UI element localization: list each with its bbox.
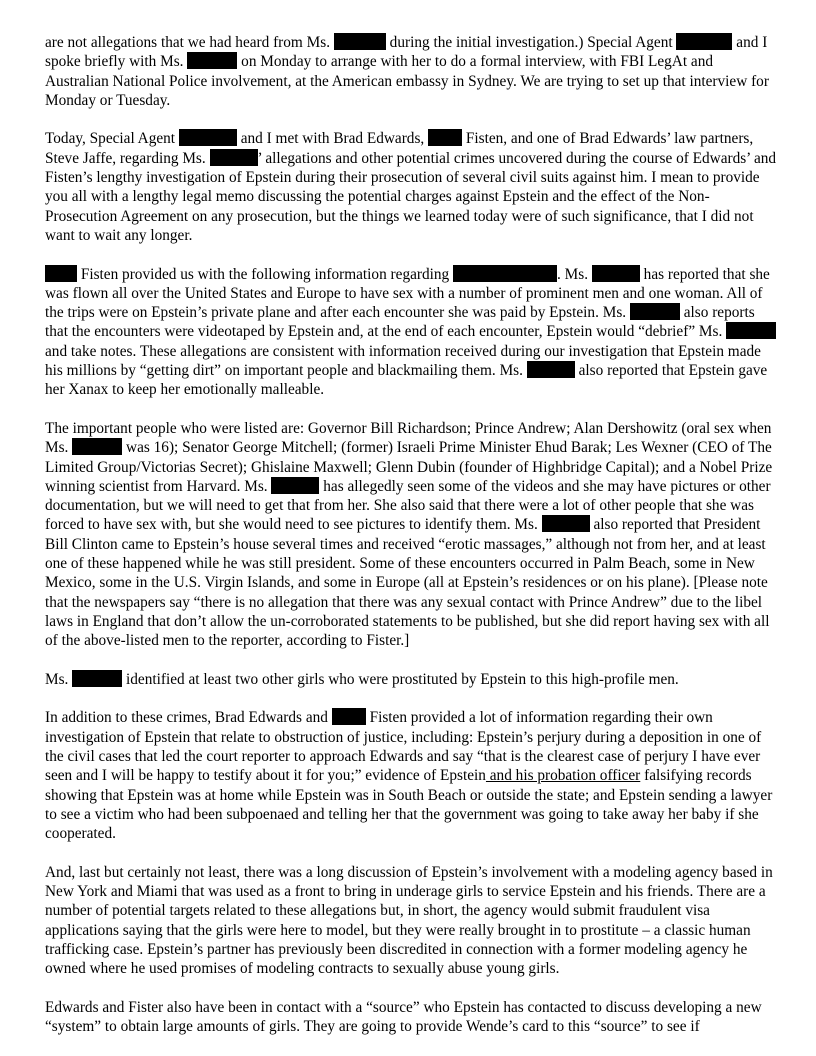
text-segment: and his probation officer [485, 767, 641, 785]
text-segment: also reported that Epstein gave her Xanax to keep her emotionally malleable. [45, 362, 768, 399]
paragraph [45, 863, 777, 979]
text-segment: identified at least two other girls who were prostituted by Epstein to this high-profile men. [122, 670, 679, 688]
redaction-bar [271, 477, 319, 494]
text-segment: was 16); Senator George Mitchell; (former) Israeli Prime Minister Ehud Barak; Les Wexner (CEO of The Limited Group/Victorias Secret); Ghislaine Maxwell; Glenn Dubin (founder of Highbridge Capital); and a Nobel Prize winning scientist from Harvard. Ms. [45, 439, 773, 495]
redaction-bar [210, 149, 258, 166]
text-segment: Fisten provided us with the following information regarding [77, 265, 453, 283]
redaction-bar [332, 708, 366, 725]
text-segment: . Ms. [557, 265, 592, 283]
redaction-bar [334, 33, 386, 50]
text-segment: falsifying records showing that Epstein was at home while Epstein was in South Beach or outside the state; and Epstein sending a lawyer to see a victim who had been subpoenaed and telling her that the government was going to take away her baby if she cooperated. [45, 767, 773, 843]
text-segment: on Monday to arrange with her to do a formal interview, with FBI LegAt and Australian National Police involvement, at the American embassy in Sydney. We are trying to set up that interview for Monday or Tuesday. [45, 53, 769, 109]
text-segment: and I spoke briefly with Ms. [45, 34, 768, 71]
redaction-bar [72, 670, 122, 687]
paragraph [45, 129, 777, 245]
paragraph [45, 670, 777, 689]
text-segment: Edwards and Fister also have been in contact with a “source” who Epstein has contacted to discuss developing a new “system” to obtain large amounts of girls. They are going to provide Wende’s card to this “source” to see if [45, 998, 762, 1036]
redaction-bar [179, 129, 237, 146]
text-segment: Fisten provided a lot of information regarding their own investigation of Epstein that relate to obstruction of justice, including: Epstein’s perjury during a deposition in one of the civil cases that led the court reporter to approach Edwards and say “that is the clearest case of perjury I have ever seen and I will be happy to testify about it for you;” evidence of Epstein [45, 709, 762, 785]
document-page [45, 33, 777, 1036]
text-segment: ’ allegations and other potential crimes uncovered during the course of Edwards’ and Fisten’s lengthy investigation of Epstein during their prosecution of several civil suits against him. I mean to provide you all with a lengthy legal memo discussing the potential charges against Epstein and the effect of the Non-Prosecution Agreement on any prosecution, but the things we learned today were of such significance, that I did not want to wait any longer. [45, 149, 777, 244]
redaction-bar [453, 265, 557, 282]
paragraph [45, 998, 777, 1037]
text-segment: has reported that she was flown all over the United States and Europe to have sex with a number of prominent men and one woman. All of the trips were on Epstein’s private plane and after each encounter she was paid by Epstein. Ms. [45, 265, 770, 322]
redaction-bar [187, 52, 237, 69]
redaction-bar [726, 322, 776, 339]
redaction-bar [592, 265, 640, 282]
text-segment: And, last but certainly not least, there was a long discussion of Epstein’s involvement with a modeling agency based in New York and Miami that was used as a front to bring in underage girls to service Epstein and his friends. There are a number of potential targets related to these allegations but, in short, the agency would submit fraudulent visa applications saying that the girls were here to model, but they were really brought in to prostitute – a classic human trafficking case. Epstein’s partner has previously been discredited in connection with a former modeling agency he owned where he used promises of modeling contracts to sexually abuse young girls. [45, 863, 773, 978]
text-segment: and take notes. These allegations are consistent with information received during our investigation that Epstein made his millions by “getting dirt” on important people and blackmailing them. Ms. [45, 342, 761, 380]
redaction-bar [542, 515, 590, 532]
text-segment: are not allegations that we had heard from Ms. [45, 34, 334, 51]
paragraph [45, 33, 777, 110]
redaction-bar [630, 303, 680, 320]
redaction-bar [527, 361, 575, 378]
redaction-bar [428, 129, 462, 146]
text-segment: also reports that the encounters were videotaped by Epstein and, at the end of each encounter, Epstein would “debrief” Ms. [45, 304, 755, 341]
text-segment: Ms. [45, 670, 73, 688]
text-segment: The important people who were listed are: Governor Bill Richardson; Prince Andrew; Alan Dershowitz (oral sex when Ms. [45, 419, 772, 457]
text-segment: and I met with Brad Edwards, [236, 130, 429, 148]
text-segment: Today, Special Agent [45, 130, 179, 148]
text-segment: during the initial investigation.) Special Agent [385, 34, 677, 51]
paragraph [45, 419, 777, 651]
text-segment: has allegedly seen some of the videos and she may have pictures or other documentation, but we will need to get that from her. She also said that there were a lot of other people that she was forced to have sex with, but she would need to see pictures to identify them. Ms. [45, 477, 771, 534]
text-segment: also reported that President Bill Clinton came to Epstein’s house several times and received “erotic massages,” although not from her, and at least one of these happened while he was still president. Some of these encounters occurred in Palm Beach, some in New Mexico, some in the U.S. Virgin Islands, and some in Europe (all at Epstein’s residences or on his plane). [Please note that the newspapers say “there is no allegation that there was any sexual contact with Prince Andrew” due to the libel laws in England that don’t allow the un-corroborated statements to be published, but she did report having sex with all of the above-listed men to the reporter, according to Fister.] [45, 516, 770, 650]
paragraph [45, 265, 777, 400]
text-segment: Fisten, and one of Brad Edwards’ law partners, Steve Jaffe, regarding Ms. [45, 130, 754, 167]
redaction-bar [72, 438, 122, 455]
paragraph [45, 708, 777, 843]
redaction-bar [45, 265, 77, 282]
text-segment: In addition to these crimes, Brad Edwards and [45, 709, 332, 727]
redaction-bar [676, 33, 732, 50]
